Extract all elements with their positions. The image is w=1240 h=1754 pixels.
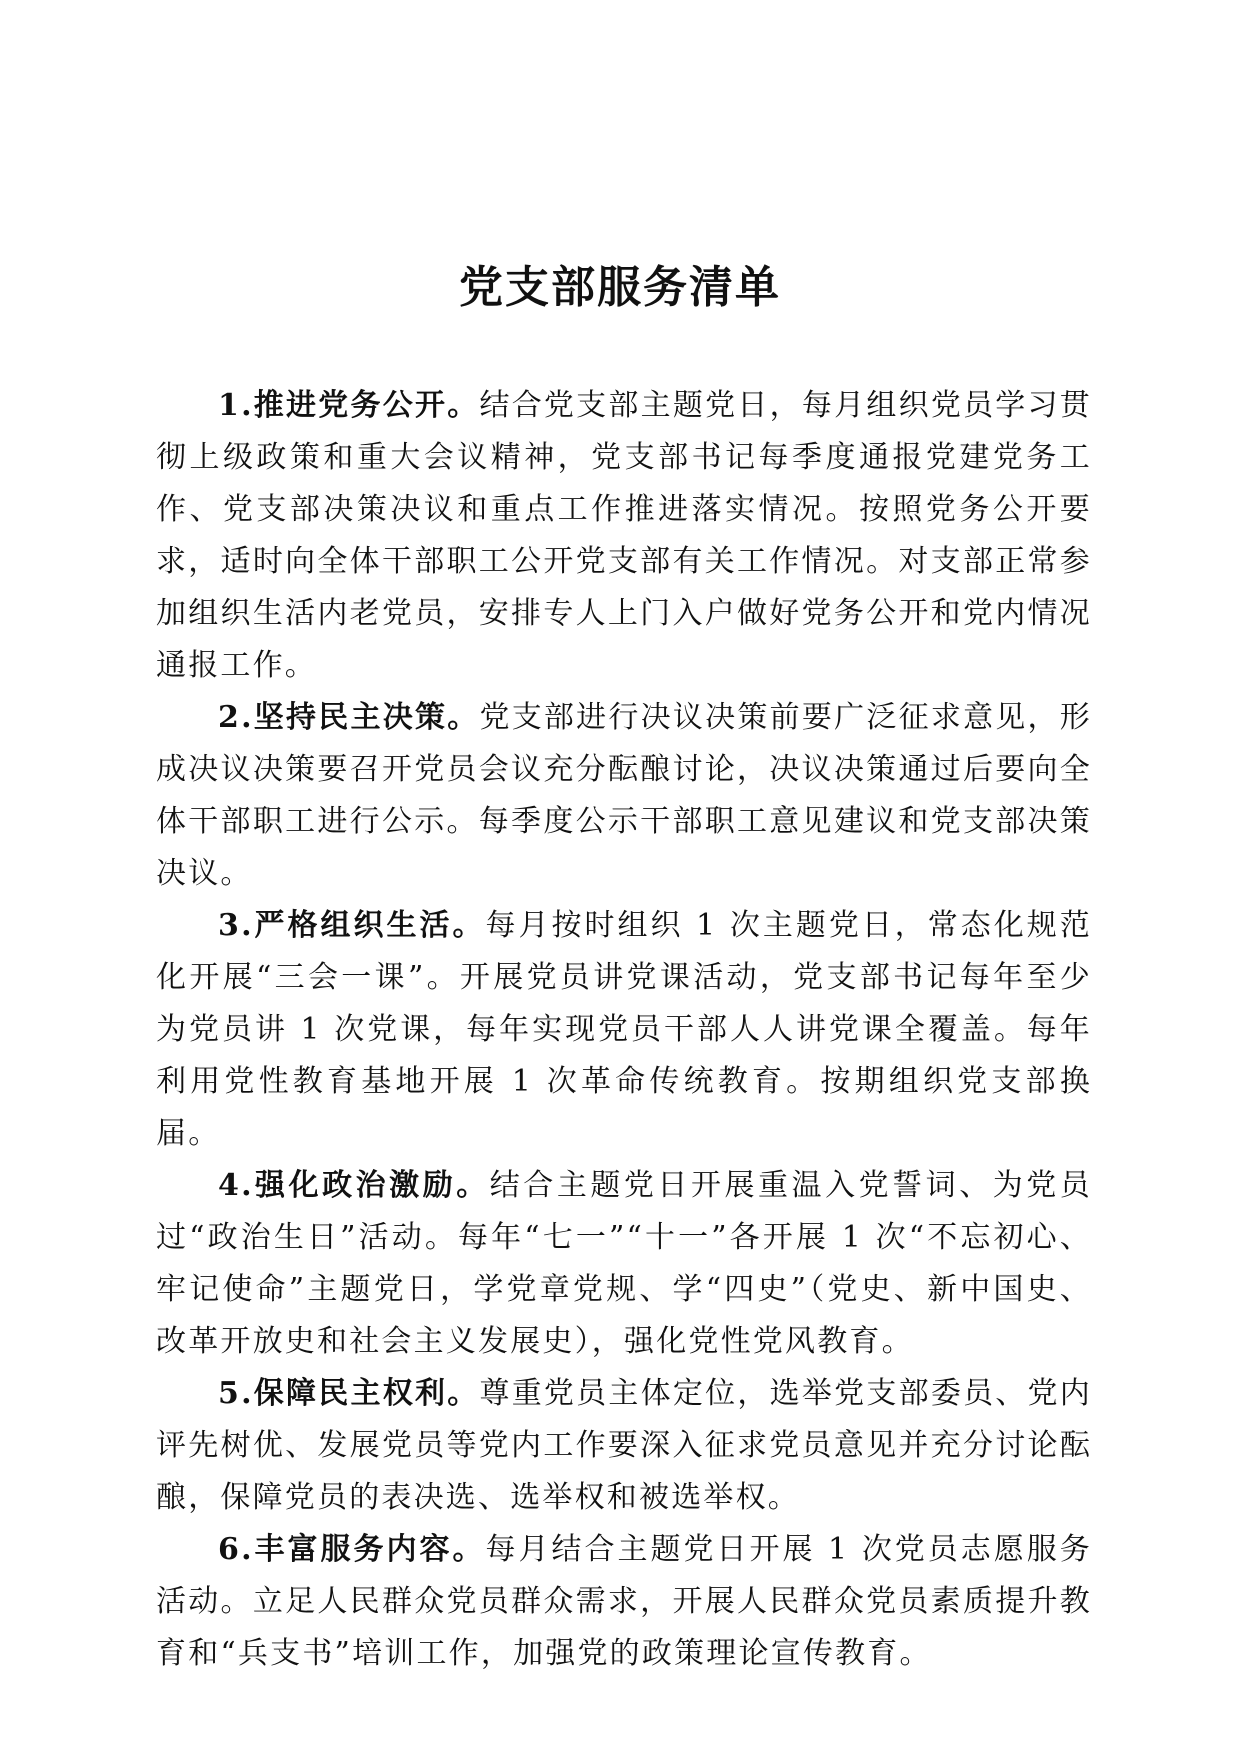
list-item-3 bbox=[156, 900, 1092, 1160]
item-text: 结合主题党日开展重温入党誓词、为党员过“政治生日”活动。每年“七一”“十一”各开展 1 次“不忘初心、牢记使命”主题党日，学党章党规、学“四史”（党史、新中国史、改革开放史和社会主义发展史），强化党性党风教育。 bbox=[156, 1168, 1092, 1359]
item-heading: 3.严格组织生活。 bbox=[218, 908, 486, 943]
document-title: 党支部服务清单 bbox=[459, 262, 781, 313]
item-text: 每月结合主题党日开展 1 次党员志愿服务活动。立足人民群众党员群众需求，开展人民群众党员素质提升教育和“兵支书”培训工作，加强党的政策理论宣传教育。 bbox=[156, 1532, 1092, 1671]
item-text: 尊重党员主体定位，选举党支部委员、党内评先树优、发展党员等党内工作要深入征求党员意见并充分讨论酝酿，保障党员的表决选、选举权和被选举权。 bbox=[156, 1376, 1092, 1515]
list-item-1 bbox=[156, 380, 1092, 692]
item-text: 每月按时组织 1 次主题党日，常态化规范化开展“三会一课”。开展党员讲党课活动，党支部书记每年至少为党员讲 1 次党课，每年实现党员干部人人讲党课全覆盖。每年利用党性教育基地开展 1 次革命传统教育。按期组织党支部换届。 bbox=[156, 908, 1092, 1151]
item-heading: 4.强化政治激励。 bbox=[218, 1168, 490, 1203]
list-item-4 bbox=[156, 1160, 1092, 1368]
list-item-6 bbox=[156, 1524, 1092, 1680]
item-heading: 6.丰富服务内容。 bbox=[218, 1532, 486, 1567]
item-text: 党支部进行决议决策前要广泛征求意见，形成决议决策要召开党员会议充分酝酿讨论，决议决策通过后要向全体干部职工进行公示。每季度公示干部职工意见建议和党支部决策决议。 bbox=[156, 700, 1092, 891]
list-item-5 bbox=[156, 1368, 1092, 1524]
item-text: 结合党支部主题党日，每月组织党员学习贯彻上级政策和重大会议精神，党支部书记每季度通报党建党务工作、党支部决策决议和重点工作推进落实情况。按照党务公开要求，适时向全体干部职工公开党支部有关工作情况。对支部正常参加组织生活内老党员，安排专人上门入户做好党务公开和党内情况通报工作。 bbox=[156, 388, 1092, 683]
item-heading: 1.推进党务公开。 bbox=[218, 388, 480, 423]
list-item-2 bbox=[156, 692, 1092, 900]
item-heading: 2.坚持民主决策。 bbox=[218, 700, 480, 735]
item-heading: 5.保障民主权利。 bbox=[218, 1376, 480, 1411]
document-body bbox=[156, 380, 1092, 1680]
